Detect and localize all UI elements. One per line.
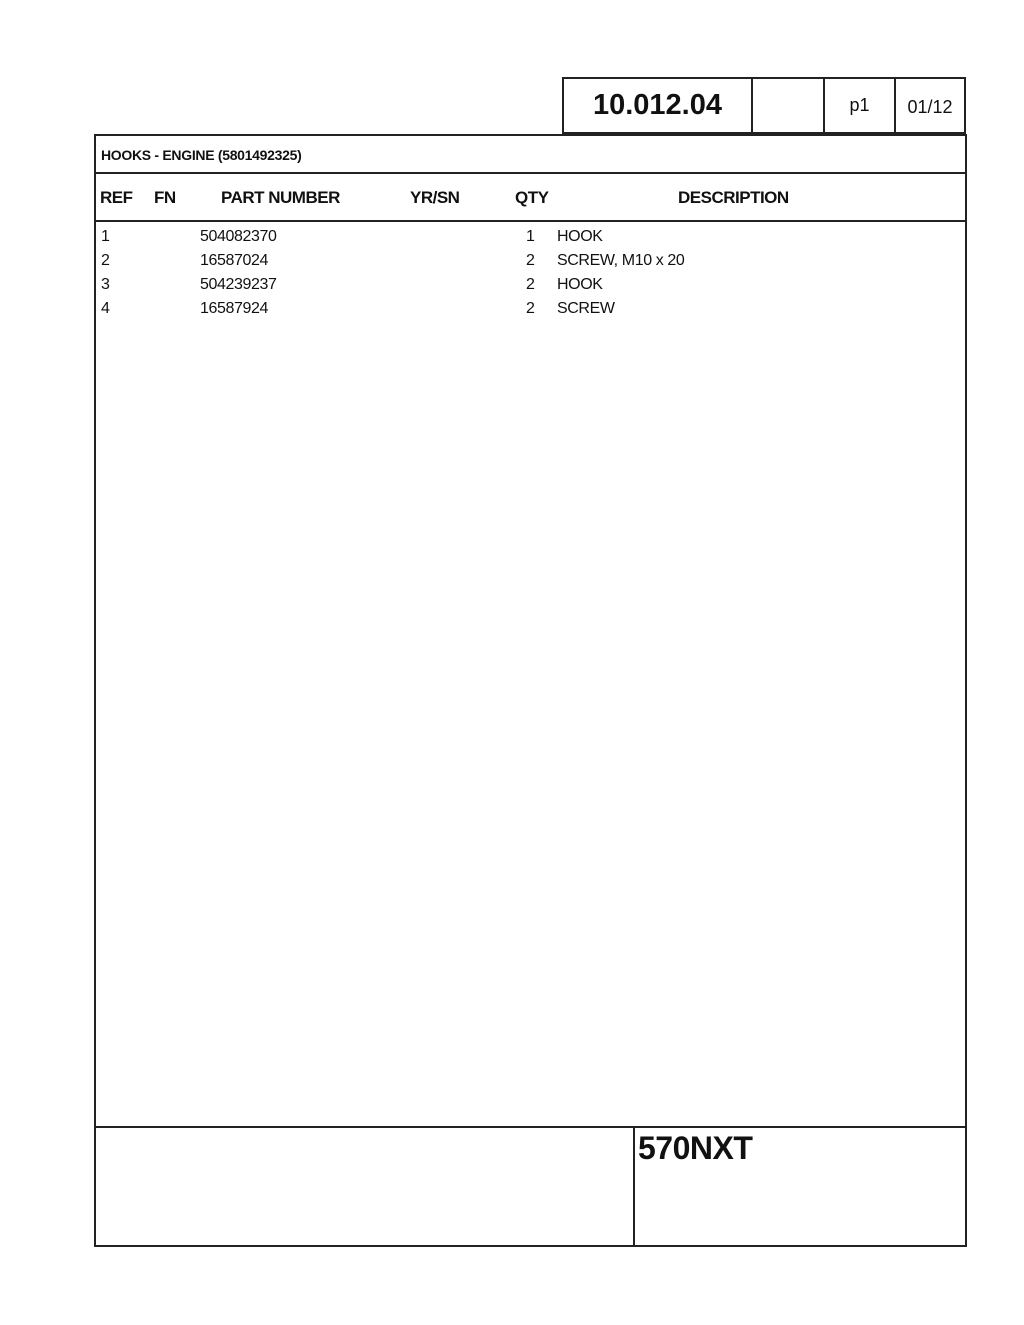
col-header-part-number: PART NUMBER	[221, 188, 340, 207]
revision-date: 01/12	[907, 97, 953, 117]
col-header-ref: REF	[100, 188, 133, 207]
cell-part-number: 504082370	[200, 228, 277, 245]
cell-ref: 4	[101, 300, 110, 317]
cell-qty: 2	[526, 252, 535, 269]
cell-description: HOOK	[557, 276, 603, 293]
cell-ref: 2	[101, 252, 110, 269]
cell-description: SCREW	[557, 300, 615, 317]
table-row	[96, 276, 965, 300]
cell-ref: 3	[101, 276, 110, 293]
parts-rows	[96, 228, 965, 324]
page-number: p1	[825, 79, 896, 132]
col-header-description: DESCRIPTION	[678, 188, 789, 207]
col-header-fn: FN	[154, 188, 176, 207]
section-header	[562, 77, 966, 134]
cell-qty: 1	[526, 228, 535, 245]
cell-qty: 2	[526, 300, 535, 317]
footer-divider	[633, 1128, 635, 1245]
cell-part-number: 504239237	[200, 276, 277, 293]
blank-cell	[753, 79, 825, 132]
footer	[96, 1126, 965, 1245]
cell-description: SCREW, M10 x 20	[557, 252, 685, 269]
parts-list-table	[94, 134, 967, 1247]
column-headers	[96, 174, 965, 222]
table-row	[96, 300, 965, 324]
col-header-yr-sn: YR/SN	[410, 188, 460, 207]
cell-part-number: 16587024	[200, 252, 268, 269]
table-row	[96, 252, 965, 276]
cell-qty: 2	[526, 276, 535, 293]
parts-list-title: HOOKS - ENGINE (5801492325)	[96, 136, 965, 174]
cell-ref: 1	[101, 228, 110, 245]
table-row	[96, 228, 965, 252]
col-header-qty: QTY	[515, 188, 549, 207]
cell-part-number: 16587924	[200, 300, 268, 317]
cell-description: HOOK	[557, 228, 603, 245]
section-code: 10.012.04	[564, 79, 753, 132]
model-name: 570NXT	[638, 1130, 753, 1166]
